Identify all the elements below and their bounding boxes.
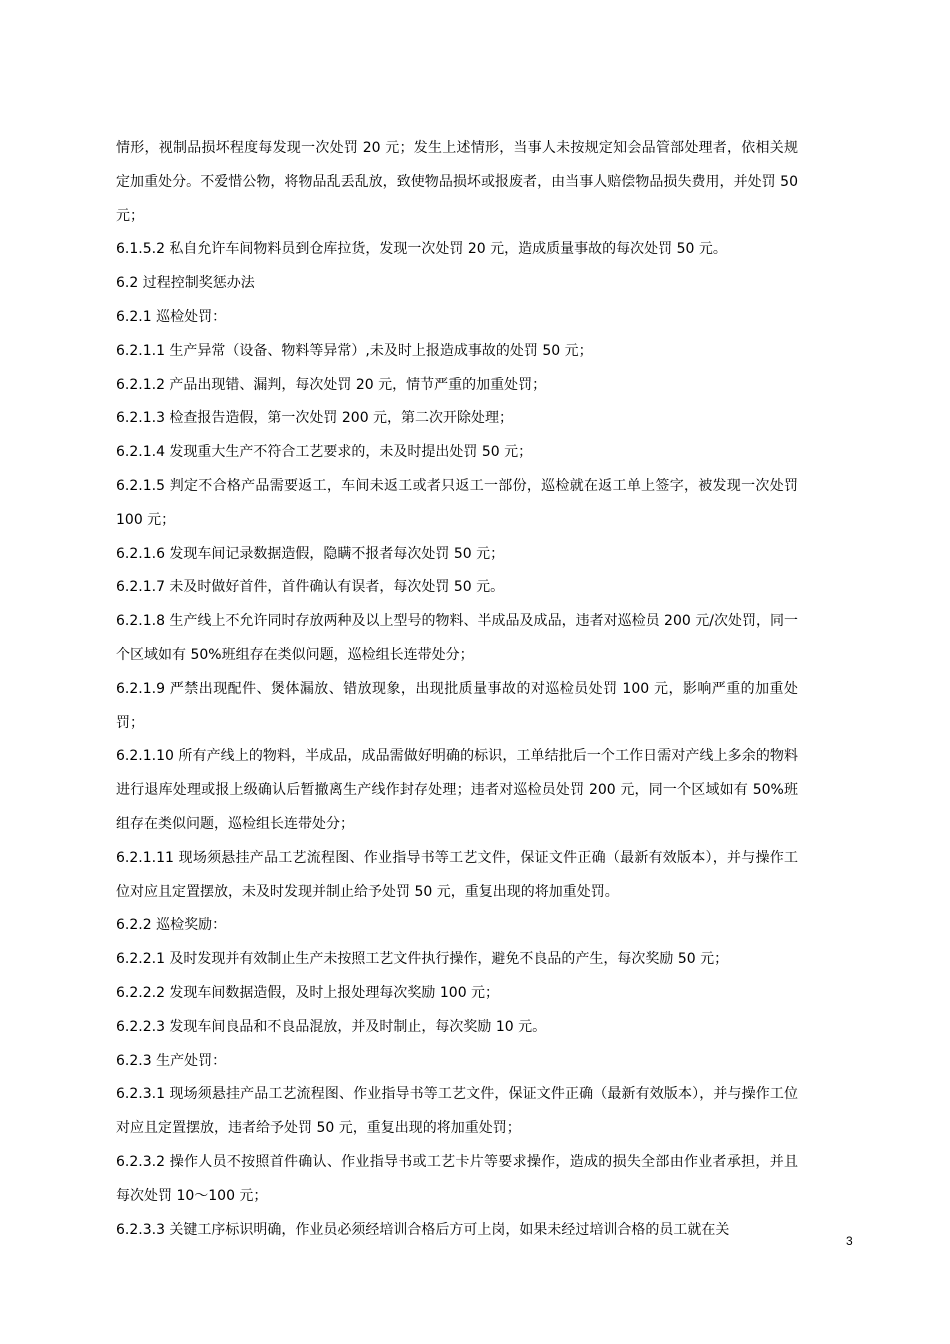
- clause-6-2-2-2: 6.2.2.2 发现车间数据造假，及时上报处理每次奖励 100 元；: [116, 984, 500, 1001]
- clause-6-2-1-11: 6.2.1.11 现场须悬挂产品工艺流程图、作业指导书等工艺文件，保证文件正确（最新有效版本），并与操作工位对应且定置摆放，未及时发现并制止给予处罚 50 元，重复出现的将加重处罚。: [116, 849, 798, 900]
- clause-6-1-5-2: 6.1.5.2 私自允许车间物料员到仓库拉货，发现一次处罚 20 元，造成质量事故的每次处罚 50 元。: [116, 241, 727, 258]
- clause-6-2-3-1: 6.2.3.1 现场须悬挂产品工艺流程图、作业指导书等工艺文件，保证文件正确（最新有效版本），并与操作工位对应且定置摆放，违者给予处罚 50 元，重复出现的将加重处罚；: [116, 1086, 798, 1137]
- clause-6-2-2-1: 6.2.2.1 及时发现并有效制止生产未按照工艺文件执行操作，避免不良品的产生，每次奖励 50 元；: [116, 951, 729, 968]
- clause-6-2-1-7: 6.2.1.7 未及时做好首件，首件确认有误者，每次处罚 50 元。: [116, 579, 505, 596]
- clause-6-2-3-2: 6.2.3.2 操作人员不按照首件确认、作业指导书或工艺卡片等要求操作，造成的损失全部由作业者承担，并且每次处罚 10～100 元；: [116, 1153, 798, 1204]
- clause-6-2-2-3: 6.2.2.3 发现车间良品和不良品混放，并及时制止，每次奖励 10 元。: [116, 1018, 547, 1035]
- clause-6-2-1-1: 6.2.1.1 生产异常（设备、物料等异常）,未及时上报造成事故的处罚 50 元；: [116, 342, 593, 359]
- clause-6-2-1-5: 6.2.1.5 判定不合格产品需要返工，车间未返工或者只返工一部份，巡检就在返工单上签字，被发现一次处罚 100 元；: [116, 477, 798, 528]
- clause-6-2-1-4: 6.2.1.4 发现重大生产不符合工艺要求的，未及时提出处罚 50 元；: [116, 444, 533, 461]
- section-heading-6-2-1: 6.2.1 巡检处罚：: [116, 308, 227, 325]
- clause-6-2-1-10: 6.2.1.10 所有产线上的物料，半成品，成品需做好明确的标识，工单结批后一个工作日需对产线上多余的物料进行退库处理或报上级确认后暂撤离生产线作封存处理；违者对巡检员处罚 200 元，同一个区域如有 50%班组存在类似问题，巡检组长连带处分；: [116, 748, 798, 832]
- clause-6-2-1-8: 6.2.1.8 生产线上不允许同时存放两种及以上型号的物料、半成品及成品，违者对巡检员 200 元/次处罚，同一个区域如有 50%班组存在类似问题，巡检组长连带处分；: [116, 613, 798, 663]
- clause-6-2-1-6: 6.2.1.6 发现车间记录数据造假，隐瞒不报者每次处罚 50 元；: [116, 545, 505, 562]
- section-heading-6-2: 6.2 过程控制奖惩办法: [116, 275, 255, 292]
- section-heading-6-2-2: 6.2.2 巡检奖励：: [116, 917, 227, 934]
- clause-6-2-3-3: 6.2.3.3 关键工序标识明确，作业员必须经培训合格后方可上岗，如果未经过培训合格的员工就在关: [116, 1221, 730, 1238]
- paragraph-continuation: 情形，视制品损坏程度每发现一次处罚 20 元；发生上述情形，当事人未按规定知会品管部处理者，依相关规定加重处分。不爱惜公物，将物品乱丢乱放，致使物品损坏或报废者，由当事人赔偿物品损失费用，并处罚 50 元；: [116, 140, 798, 224]
- body-text: [116, 132, 798, 1247]
- section-heading-6-2-3: 6.2.3 生产处罚：: [116, 1052, 227, 1069]
- clause-6-2-1-2: 6.2.1.2 产品出现错、漏判，每次处罚 20 元，情节严重的加重处罚；: [116, 376, 547, 393]
- clause-6-2-1-9: 6.2.1.9 严禁出现配件、煲体漏放、错放现象，出现批质量事故的对巡检员处罚 100 元，影响严重的加重处罚；: [116, 680, 798, 731]
- page-number: 3: [846, 1234, 853, 1248]
- clause-6-2-1-3: 6.2.1.3 检查报告造假，第一次处罚 200 元，第二次开除处理；: [116, 410, 514, 427]
